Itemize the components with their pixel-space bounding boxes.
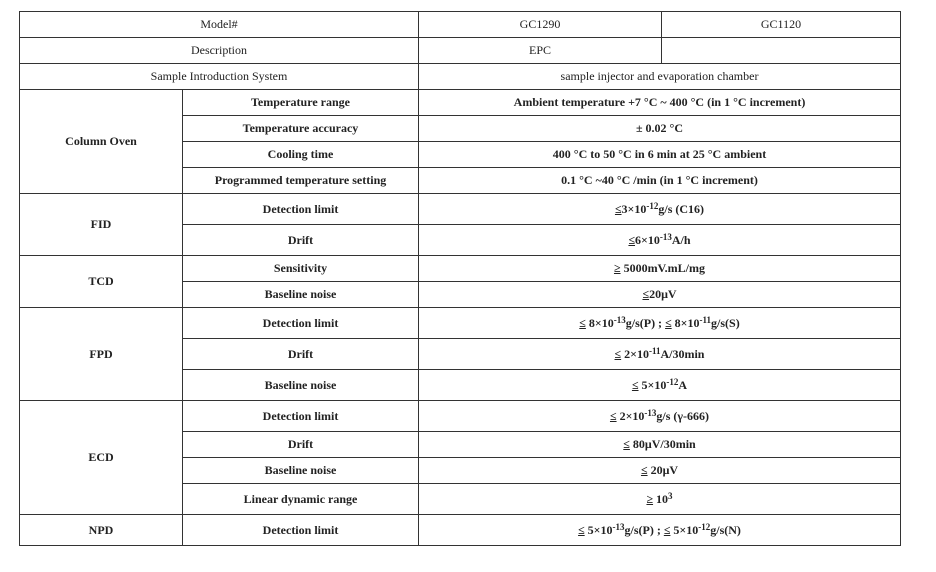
group-label: NPD [20,515,183,546]
description-row [20,38,901,64]
param-label: Detection limit [183,194,419,225]
param-label: Sensitivity [183,256,419,282]
param-value: ≤ $8\times 10^{-13}g/s(P)$ ; ≤ $8\times 10^{-11}g/s(S)$ [419,308,901,339]
sample-intro-value: sample injector and evaporation chamber [419,64,901,90]
model-1: GC1290 [419,12,662,38]
param-value: 0.1 °C ~40 °C /min (in 1 °C increment) [419,168,901,194]
description-value-2 [662,38,901,64]
param-label: Drift [183,225,419,256]
param-value: ≥ 5000mV.mL/mg [419,256,901,282]
param-label: Detection limit [183,515,419,546]
param-label: Linear dynamic range [183,484,419,515]
sample-intro-row [20,64,901,90]
param-label: Drift [183,432,419,458]
param-value: Ambient temperature +7 °C ~ 400 °C (in 1 °C increment) [419,90,901,116]
table-row [20,401,901,432]
group-label: ECD [20,401,183,515]
model-label: Model# [20,12,419,38]
param-value: ≤ $5\times 10^{-13}g/s(P)$ ; ≤ $5\times 10^{-12}g/s(N)$ [419,515,901,546]
model-2: GC1120 [662,12,901,38]
spec-table [19,11,901,546]
param-label: Detection limit [183,308,419,339]
group-label: FPD [20,308,183,401]
param-value: ≤ $5\times 10^{-12}A$ [419,370,901,401]
param-label: Drift [183,339,419,370]
param-label: Baseline noise [183,458,419,484]
param-value: ≤ 20μV [419,458,901,484]
param-value: ≤ 80μV/30min [419,432,901,458]
param-value: $\le 6\times 10^{-13}A/h$ [419,225,901,256]
table-row [20,256,901,282]
param-label: Baseline noise [183,370,419,401]
param-label: Temperature accuracy [183,116,419,142]
param-value: ≤20μV [419,282,901,308]
table-row [20,308,901,339]
param-label: Programmed temperature setting [183,168,419,194]
table-row [20,194,901,225]
param-label: Detection limit [183,401,419,432]
param-value: ≤ $2\times 10^{-11}A/30\min$ [419,339,901,370]
param-label: Baseline noise [183,282,419,308]
table-row [20,90,901,116]
param-value: 400 °C to 50 °C in 6 min at 25 °C ambient [419,142,901,168]
param-value: ± 0.02 °C [419,116,901,142]
group-label: TCD [20,256,183,308]
param-label: Cooling time [183,142,419,168]
header-row [20,12,901,38]
group-label: FID [20,194,183,256]
table-row [20,515,901,546]
description-label: Description [20,38,419,64]
group-label: Column Oven [20,90,183,194]
param-value: ≤ $2\times 10^{-13}g/s$ (γ-666) [419,401,901,432]
description-value-1: EPC [419,38,662,64]
param-value: ≥ $10^3$ [419,484,901,515]
sample-intro-label: Sample Introduction System [20,64,419,90]
param-label: Temperature range [183,90,419,116]
param-value: $\le 3\times 10^{-12}g/s$ (C16) [419,194,901,225]
